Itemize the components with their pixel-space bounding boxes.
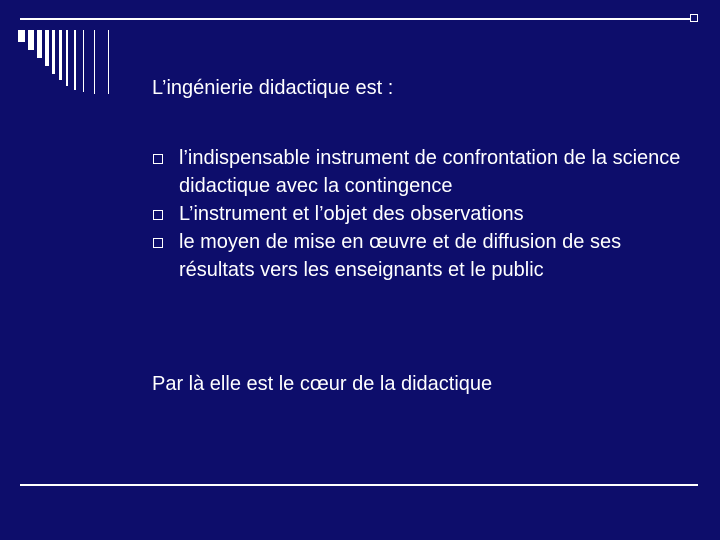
slide-heading: L’ingénierie didactique est : <box>152 77 394 99</box>
square-bullet-icon <box>153 210 163 220</box>
bullet-text: l’indispensable instrument de confrontation de la science didactique avec la contingence <box>179 147 681 197</box>
decor-bar <box>66 30 68 86</box>
decor-bar <box>28 30 34 50</box>
list-item <box>152 144 692 200</box>
bullet-text: le moyen de mise en œuvre et de diffusion de ses résultats vers les enseignants et le public <box>179 231 622 281</box>
decor-bar <box>37 30 42 58</box>
list-item <box>152 228 692 284</box>
decor-bar <box>94 30 95 94</box>
decor-bar <box>74 30 76 90</box>
decor-bar <box>83 30 84 92</box>
decor-bar <box>18 30 25 42</box>
list-item <box>152 200 692 228</box>
top-rule-end-square <box>690 14 698 22</box>
square-bullet-icon <box>153 238 163 248</box>
bullet-list <box>152 144 692 288</box>
top-rule <box>20 18 698 20</box>
decor-bar <box>59 30 62 80</box>
bullet-text: L’instrument et l’objet des observations <box>179 203 524 225</box>
decor-bar <box>45 30 49 66</box>
conclusion-text: Par là elle est le cœur de la didactique <box>152 373 493 395</box>
square-bullet-icon <box>153 154 163 164</box>
decor-bar <box>108 30 109 94</box>
decor-bar <box>52 30 55 74</box>
bottom-rule <box>20 484 698 486</box>
